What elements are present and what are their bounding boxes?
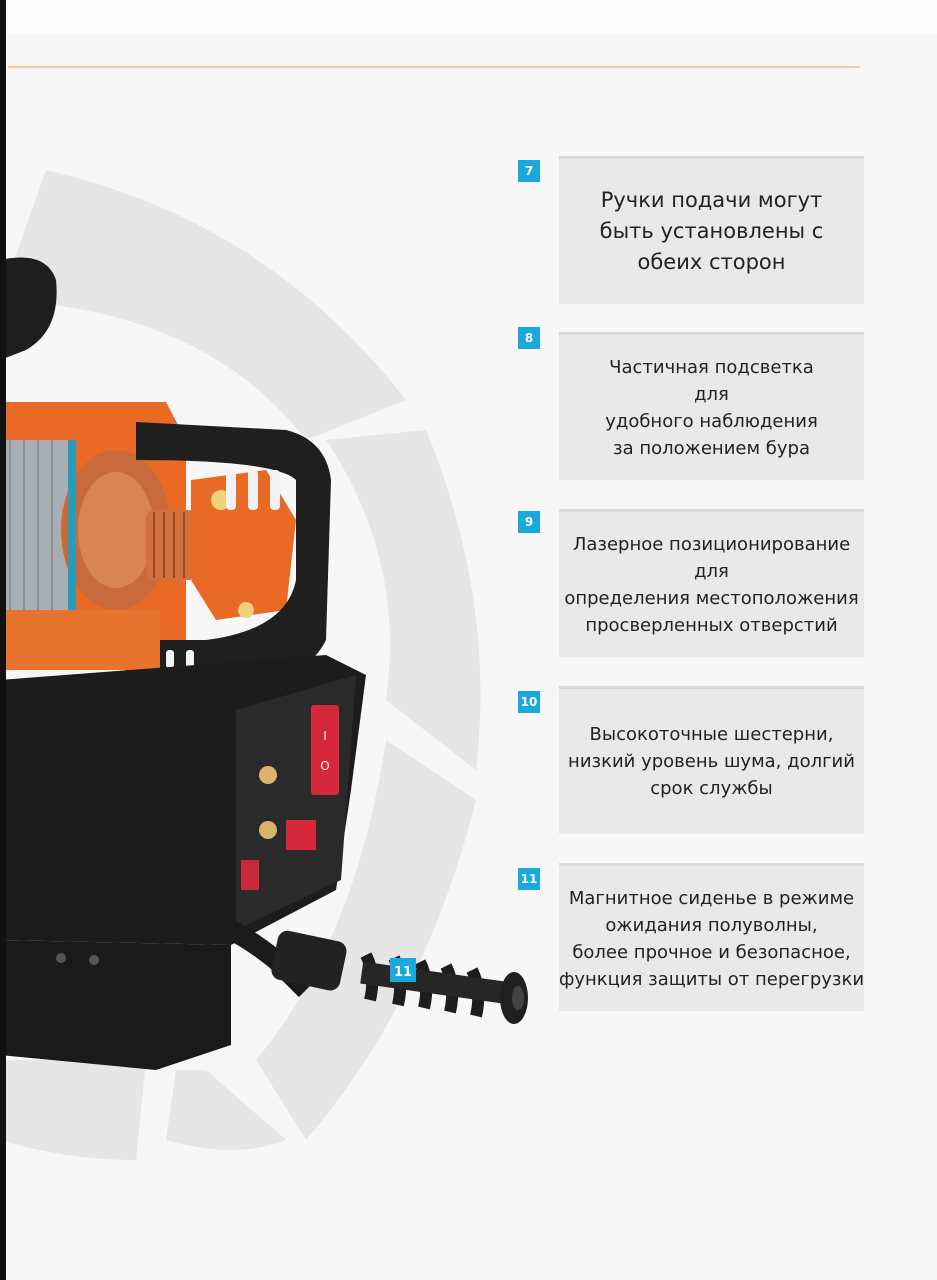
feature-number-badge: 9 <box>518 511 540 533</box>
feature-text-line: Высокоточные шестерни, <box>589 724 834 745</box>
feature-text-line: за положением бура <box>613 437 810 459</box>
callout-label-11: 11 <box>393 965 413 980</box>
feature-text-line: Частичная подсветка <box>609 356 814 378</box>
feature-text-line: более прочное и безопасное, <box>572 941 851 963</box>
drill-cutaway-illustration <box>6 140 566 1200</box>
feature-card <box>559 863 864 1011</box>
feature-text-line: для <box>694 560 729 582</box>
feature-text-line: удобного наблюдения <box>605 410 818 432</box>
feature-number-badge: 8 <box>518 327 540 349</box>
feature-card <box>559 332 864 480</box>
feature-text-line: обеих сторон <box>637 250 786 274</box>
feature-text-line: определения местоположения <box>564 587 859 609</box>
feature-text-line: быть установлены с <box>599 219 824 243</box>
feature-text-line: Лазерное позиционирование <box>572 533 851 555</box>
feature-text-line: функция защиты от перегрузки <box>558 968 865 990</box>
feature-text-line: низкий уровень шума, долгий <box>568 751 855 772</box>
feature-number-badge: 10 <box>518 691 540 713</box>
feature-text-line: для <box>694 383 729 405</box>
feature-text-line: Ручки подачи могут <box>600 188 823 212</box>
feature-card <box>559 156 864 304</box>
feature-card <box>559 509 864 657</box>
feature-text-line: Магнитное сиденье в режиме <box>568 887 855 909</box>
feature-text-line: ожидания полуволны, <box>605 914 818 936</box>
feature-text-line: срок службы <box>650 778 773 799</box>
svg-text:O: O <box>320 759 330 773</box>
top-band <box>6 0 937 34</box>
svg-text:I: I <box>323 729 327 743</box>
feature-number-badge: 7 <box>518 160 540 182</box>
feature-number-badge: 11 <box>518 868 540 890</box>
feature-text-line: просверленных отверстий <box>585 614 838 636</box>
top-divider <box>8 66 860 68</box>
feature-card <box>559 686 864 834</box>
